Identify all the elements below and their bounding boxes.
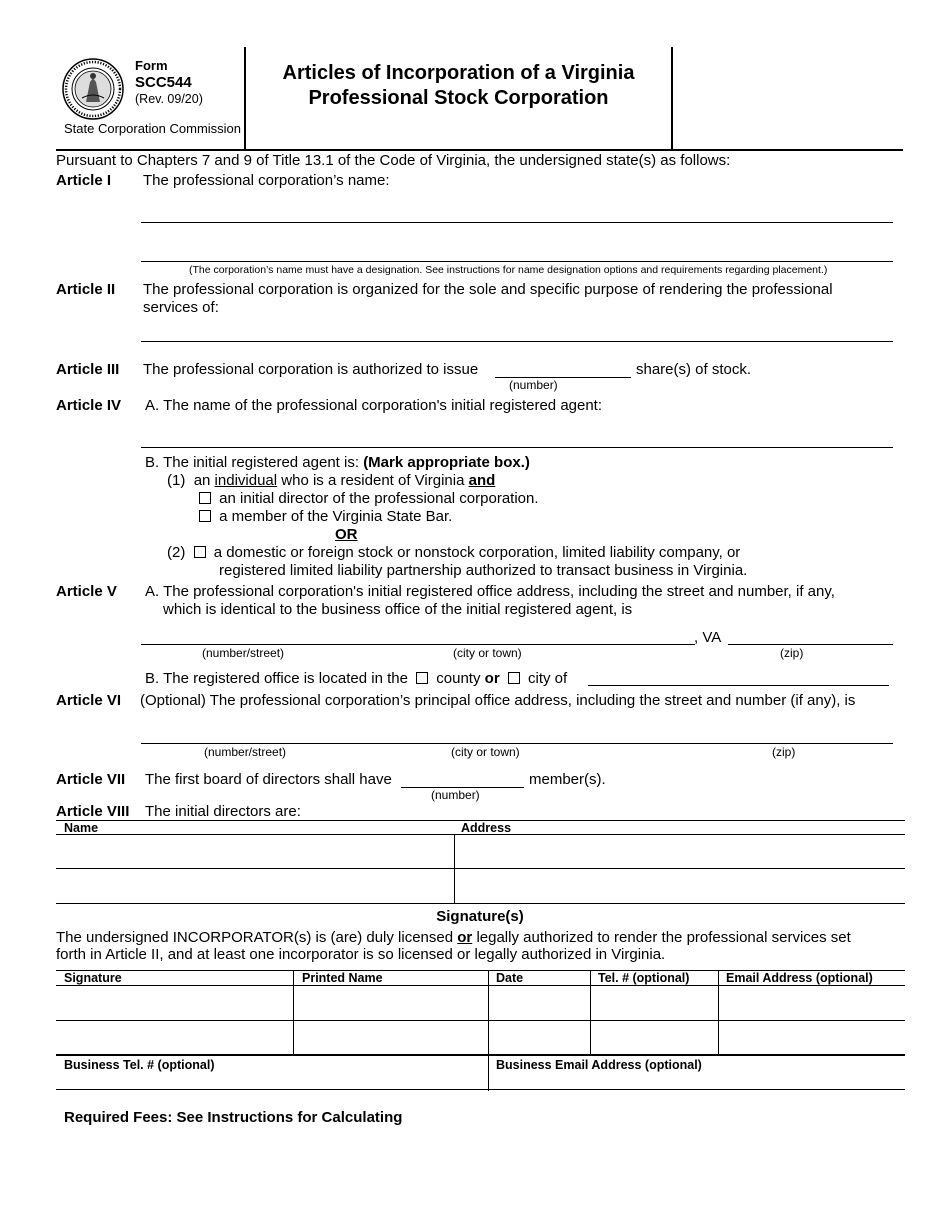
option-1-individual: individual bbox=[214, 472, 278, 489]
caption-zip-5: (zip) bbox=[780, 646, 804, 660]
or-separator: OR bbox=[335, 526, 358, 543]
article-3-label: Article III bbox=[56, 361, 120, 378]
header-bottom-rule bbox=[56, 149, 903, 151]
article-5-label: Article V bbox=[56, 583, 117, 600]
agent-option-1a bbox=[195, 490, 539, 507]
or-label: or bbox=[484, 670, 500, 687]
agent-option-1b bbox=[195, 508, 452, 525]
business-contact-row[interactable] bbox=[56, 1089, 905, 1090]
para-line1-before: The undersigned INCORPORATOR(s) is (are) duly licensed bbox=[56, 929, 454, 946]
intro-text: Pursuant to Chapters 7 and 9 of Title 13.1 of the Code of Virginia, the undersigned state(s) as follows: bbox=[56, 152, 731, 169]
option-1b-text: a member of the Virginia State Bar. bbox=[219, 508, 453, 525]
signature-row-2[interactable] bbox=[56, 1054, 905, 1056]
article-7-text-before: The first board of directors shall have bbox=[145, 771, 392, 788]
sig-col-date: Date bbox=[496, 971, 524, 985]
state-seal bbox=[62, 58, 124, 120]
directors-number-caption: (number) bbox=[431, 788, 480, 802]
directors-table bbox=[56, 820, 905, 904]
director-checkbox[interactable] bbox=[199, 492, 211, 504]
form-title-line1: Articles of Incorporation of a Virginia bbox=[282, 62, 635, 84]
city-of-label: city of bbox=[528, 670, 568, 687]
article-8-text: The initial directors are: bbox=[145, 803, 301, 820]
principal-office-field[interactable] bbox=[141, 743, 893, 744]
article-5-a-line2: which is identical to the business office of the initial registered agent, is bbox=[163, 601, 633, 618]
signature-row-1[interactable] bbox=[56, 1020, 905, 1021]
article-4-b-text bbox=[145, 454, 530, 471]
sig-col-tel: Tel. # (optional) bbox=[598, 971, 690, 985]
signatures-heading: Signature(s) bbox=[436, 908, 524, 925]
sig-col-signature: Signature bbox=[64, 971, 122, 985]
article-5-b-text: B. The registered office is located in the bbox=[145, 670, 408, 687]
county-city-name-field[interactable] bbox=[588, 685, 889, 686]
agent-option-1 bbox=[167, 472, 495, 489]
state-bar-checkbox[interactable] bbox=[199, 510, 211, 522]
caption-zip-6: (zip) bbox=[772, 745, 796, 759]
city-checkbox[interactable] bbox=[508, 672, 520, 684]
corp-name-field-2[interactable] bbox=[141, 261, 893, 262]
option-1-and: and bbox=[468, 472, 496, 489]
directors-col-name: Name bbox=[64, 821, 99, 835]
form-number: SCC544 bbox=[135, 74, 192, 91]
registered-agent-name-field[interactable] bbox=[141, 447, 893, 448]
article-4-label: Article IV bbox=[56, 397, 122, 414]
caption-street-5: (number/street) bbox=[202, 646, 285, 660]
option-1-number: (1) bbox=[167, 472, 186, 489]
option-2-number: (2) bbox=[167, 544, 186, 561]
article-1-label: Article I bbox=[56, 172, 112, 189]
form-label: Form bbox=[135, 58, 168, 73]
registered-office-street-city-field[interactable] bbox=[141, 644, 695, 645]
article-6-label: Article VI bbox=[56, 692, 122, 709]
option-1a-text: an initial director of the professional corporation. bbox=[219, 490, 539, 507]
required-fees-note: Required Fees: See Instructions for Calculating bbox=[64, 1109, 403, 1126]
article-4-a-text: A. The name of the professional corporation's initial registered agent: bbox=[145, 397, 603, 414]
article-2-line2: services of: bbox=[143, 299, 219, 316]
article-7-label: Article VII bbox=[56, 771, 126, 788]
signatures-para-line1 bbox=[56, 929, 851, 946]
caption-city-5: (city or town) bbox=[453, 646, 522, 660]
services-field[interactable] bbox=[141, 341, 893, 342]
article-4-b-instruction: (Mark appropriate box.) bbox=[363, 454, 530, 471]
article-7-text-after: member(s). bbox=[529, 771, 606, 788]
business-email-label: Business Email Address (optional) bbox=[496, 1058, 702, 1072]
option-2-line2: registered limited liability partnership authorized to transact business in Virginia. bbox=[219, 562, 748, 579]
county-checkbox[interactable] bbox=[416, 672, 428, 684]
article-2-line1: The professional corporation is organized for the sole and specific purpose of rendering the professional bbox=[143, 281, 833, 298]
va-label: , VA bbox=[694, 629, 722, 646]
signatures-para-line2: forth in Article II, and at least one incorporator is so licensed or legally authorized in Virginia. bbox=[56, 946, 666, 963]
signatures-table bbox=[56, 970, 905, 1091]
article-3-text-before: The professional corporation is authorized to issue bbox=[143, 361, 479, 378]
form-title bbox=[246, 61, 671, 111]
option-1-an: an bbox=[193, 472, 211, 489]
agency-name: State Corporation Commission bbox=[64, 121, 242, 136]
caption-city-6: (city or town) bbox=[451, 745, 520, 759]
article-5-b bbox=[145, 670, 567, 687]
director-row-2[interactable] bbox=[56, 903, 905, 904]
article-6-text: (Optional) The professional corporation’s principal office address, including the street and number (if any), is bbox=[140, 692, 856, 709]
form-title-line2: Professional Stock Corporation bbox=[308, 87, 609, 109]
article-1-text: The professional corporation’s name: bbox=[143, 172, 390, 189]
county-label: county bbox=[436, 670, 481, 687]
sig-col-email: Email Address (optional) bbox=[726, 971, 873, 985]
option-2-line1: a domestic or foreign stock or nonstock corporation, limited liability company, or bbox=[213, 544, 741, 561]
article-2-label: Article II bbox=[56, 281, 116, 298]
form-revision: (Rev. 09/20) bbox=[135, 92, 203, 106]
article-5-a-line1: A. The professional corporation's initial registered office address, including the street and number, if any, bbox=[145, 583, 835, 600]
para-or: or bbox=[457, 929, 473, 946]
caption-street-6: (number/street) bbox=[204, 745, 287, 759]
article-4-b-label: B. The initial registered agent is: bbox=[145, 454, 360, 471]
article-3-text-after: share(s) of stock. bbox=[636, 361, 752, 378]
article-8-label: Article VIII bbox=[56, 803, 130, 820]
directors-col-address: Address bbox=[461, 821, 512, 835]
entity-agent-checkbox[interactable] bbox=[194, 546, 206, 558]
registered-office-zip-field[interactable] bbox=[728, 644, 893, 645]
agent-option-2 bbox=[167, 544, 740, 561]
shares-number-caption: (number) bbox=[509, 378, 558, 392]
business-tel-label: Business Tel. # (optional) bbox=[64, 1058, 215, 1072]
corp-name-field-1[interactable] bbox=[141, 222, 893, 223]
header-divider-right bbox=[671, 47, 673, 150]
option-1-rest: who is a resident of Virginia bbox=[281, 472, 465, 489]
article-1-note: (The corporation’s name must have a designation. See instructions for name designation options and requirements regarding placement.) bbox=[189, 264, 828, 276]
para-line1-after: legally authorized to render the professional services set bbox=[476, 929, 851, 946]
director-row-1[interactable] bbox=[56, 868, 905, 869]
sig-col-printed-name: Printed Name bbox=[302, 971, 383, 985]
